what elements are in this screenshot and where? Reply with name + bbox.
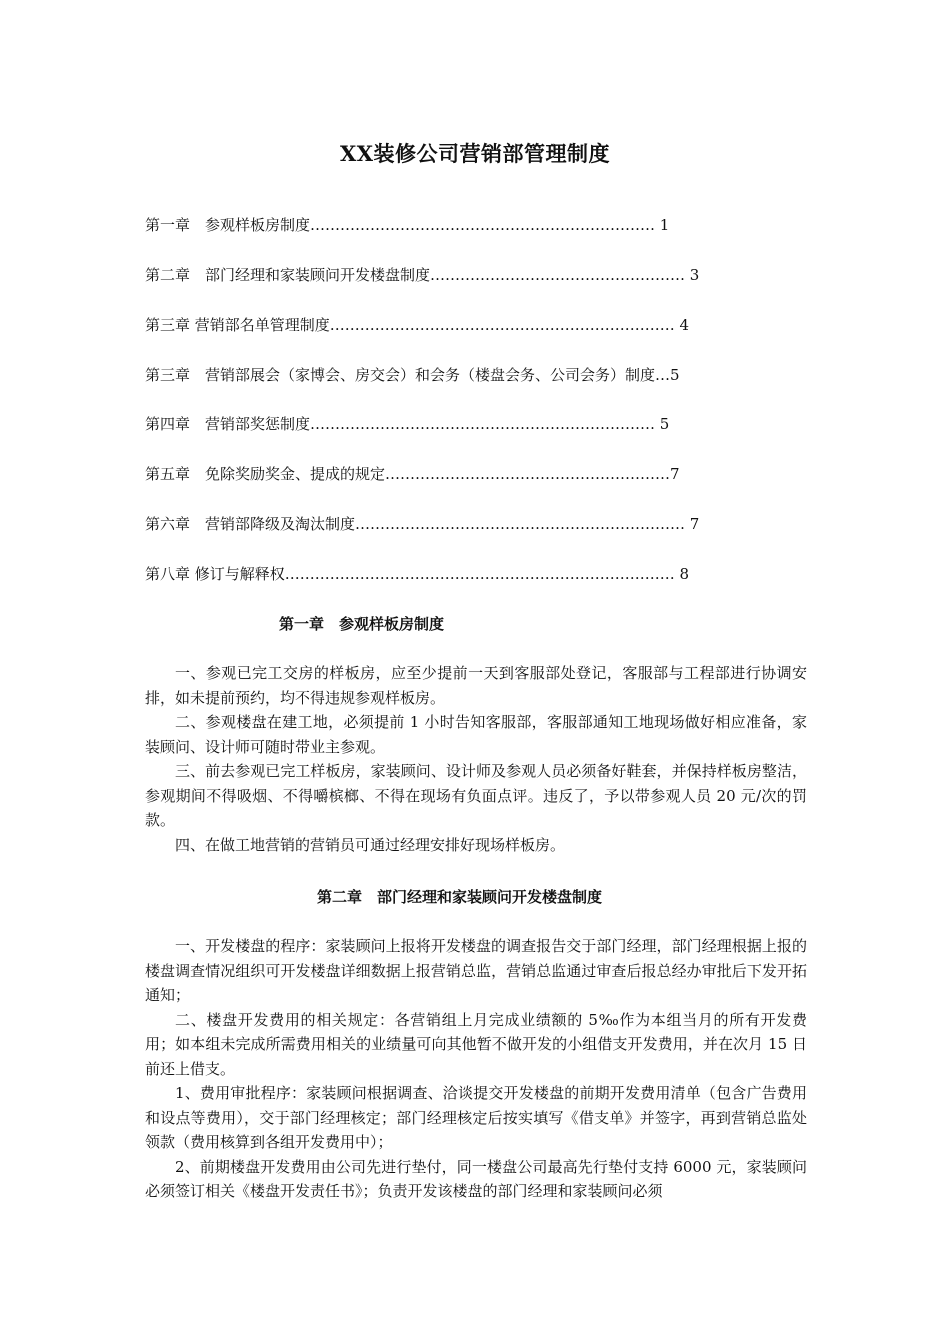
paragraph: 四、在做工地营销的营销员可通过经理安排好现场样板房。 xyxy=(175,835,566,854)
toc-entry[interactable] xyxy=(145,364,680,386)
paragraph: 一、开发楼盘的程序：家装顾问上报将开发楼盘的调查报告交于部门经理，部门经理根据上报的楼盘调查情况组织可开发楼盘详细数据上报营销总监，营销总监通过审查后报总经办审批后下发开拓通知； xyxy=(145,937,807,1004)
toc-entry-label: 第二章 部门经理和家装顾问开发楼盘制度 xyxy=(145,266,431,284)
paragraph: 二、楼盘开发费用的相关规定：各营销组上月完成业绩额的 5‰作为本组当月的所有开发费用；如本组未完成所需费用相关的业绩量可向其他暂不做开发的小组借支开发费用，并在次月 15 日前还上借支。 xyxy=(145,1010,807,1078)
toc-entry-leader: …………………………………………………………………… xyxy=(284,565,675,583)
toc-entry-leader: …………………………………………………………… xyxy=(310,415,656,433)
toc-entry[interactable] xyxy=(145,214,669,236)
chapter-2-heading: 第二章 部门经理和家装顾问开发楼盘制度 xyxy=(317,888,603,906)
paragraph: 一、参观已完工交房的样板房，应至少提前一天到客服部处登记，客服部与工程部进行协调安排，如未提前预约，均不得违规参观样板房。 xyxy=(145,664,807,707)
toc-entry[interactable] xyxy=(145,513,699,535)
toc-entry-leader: …………………………………………… xyxy=(430,266,686,284)
toc-entry[interactable] xyxy=(145,264,699,286)
toc-entry[interactable] xyxy=(145,314,689,336)
toc-entry[interactable] xyxy=(145,413,669,435)
chapter-2-body xyxy=(145,934,807,1204)
chapter-1-body xyxy=(145,661,807,857)
document-title: XX装修公司营销部管理制度 xyxy=(339,141,611,166)
toc-entry-page: 7 xyxy=(670,465,680,483)
chapter-1-heading: 第一章 参观样板房制度 xyxy=(279,615,445,633)
toc-entry-page: 1 xyxy=(655,216,670,234)
toc-entry-page: 8 xyxy=(674,565,690,583)
paragraph: 二、参观楼盘在建工地，必须提前 1 小时告知客服部，客服部通知工地现场做好相应准备，家装顾问、设计师可随时带业主参观。 xyxy=(145,713,807,756)
toc-entry-label: 第三章 营销部展会（家博会、房交会）和会务（楼盘会务、公司会务）制度 xyxy=(145,366,656,384)
toc-entry-page: 4 xyxy=(674,316,690,334)
toc-entry-label: 第四章 营销部奖惩制度 xyxy=(145,415,311,433)
toc-entry-label: 第五章 免除奖励奖金、提成的规定 xyxy=(145,465,386,483)
toc-entry-label: 第六章 营销部降级及淘汰制度 xyxy=(145,515,356,533)
paragraph: 三、前去参观已完工样板房，家装顾问、设计师及参观人员必须备好鞋套，并保持样板房整洁，参观期间不得吸烟、不得嚼槟榔、不得在现场有负面点评。违反了，予以带参观人员 20 元/次的罚款。 xyxy=(145,762,807,829)
paragraph: 2、前期楼盘开发费用由公司先进行垫付，同一楼盘公司最高先行垫付支持 6000 元，家装顾问必须签订相关《楼盘开发责任书》；负责开发该楼盘的部门经理和家装顾问必须 xyxy=(145,1157,807,1200)
toc-entry-leader: ………………………………………………… xyxy=(385,465,671,483)
toc-entry-page: 3 xyxy=(685,266,700,284)
toc-entry-label: 第八章 修订与解释权 xyxy=(145,565,285,583)
toc-entry-label: 第三章 营销部名单管理制度 xyxy=(145,316,330,334)
toc-entry[interactable] xyxy=(145,563,689,585)
toc-entry-page: 5 xyxy=(655,415,670,433)
toc-entry-page: 7 xyxy=(685,515,700,533)
toc-entry-page: 5 xyxy=(670,366,680,384)
toc-entry-leader: …………………………………………………………… xyxy=(329,316,675,334)
toc-entry-leader: …………………………………………………………… xyxy=(310,216,656,234)
toc-entry-leader: ………………………………………………………… xyxy=(355,515,686,533)
toc-entry-label: 第一章 参观样板房制度 xyxy=(145,216,311,234)
paragraph: 1、费用审批程序：家装顾问根据调查、洽谈提交开发楼盘的前期开发费用清单（包含广告费用和设点等费用），交于部门经理核定；部门经理核定后按实填写《借支单》并签字，再到营销总监处领款（费用核算到各组开发费用中）； xyxy=(145,1084,807,1151)
toc-entry-leader: … xyxy=(655,366,671,384)
toc-entry[interactable] xyxy=(145,463,680,485)
